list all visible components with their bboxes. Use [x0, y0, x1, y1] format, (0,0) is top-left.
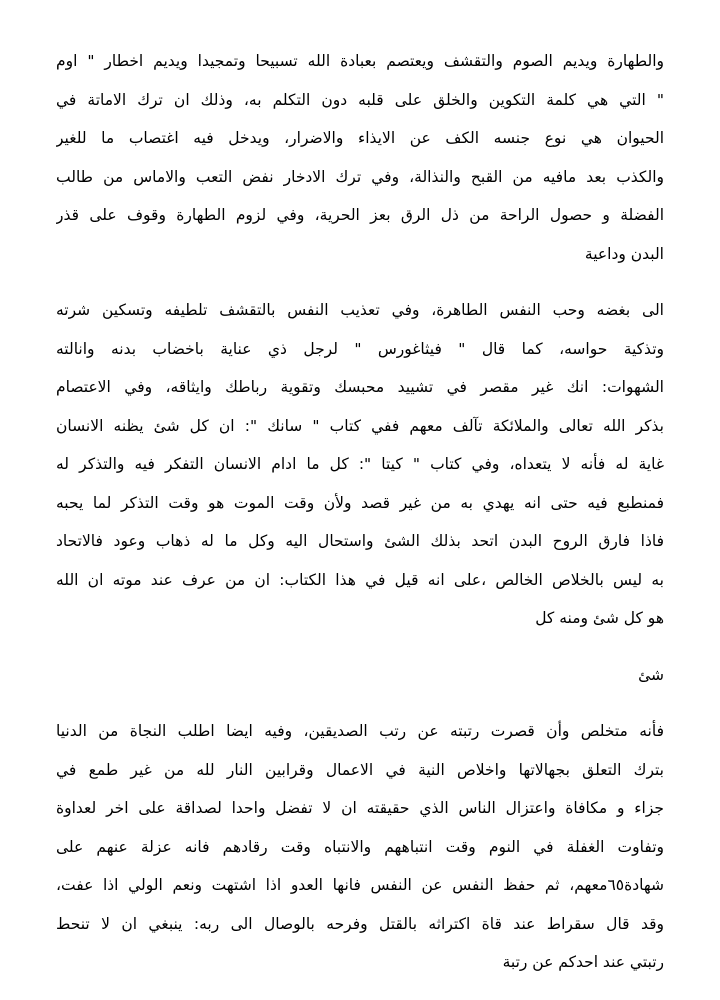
- paragraph-3: [56, 656, 664, 695]
- text-line: شهادة٦٥معهم، ثم حفظ النفس عن النفس فانها العدو اذا اشتهت ونعم الولي اذا عفت،: [56, 876, 664, 894]
- text-line: والكذب بعد مافيه من القبح والنذالة، وفي ترك الادخار نفض التعب والاماس من طالب: [56, 167, 664, 186]
- text-line: " التي هي كلمة التكوين والخلق على قلبه دون التكلم به، وذلك ان ترك الاماتة في: [56, 90, 664, 109]
- paragraph-1: [56, 42, 664, 273]
- text-line: غاية له فأنه لا يتعداه، وفي كتاب " كيتا ": كل ما ادام الانسان التفكر فيه والتذكر له: [56, 455, 664, 473]
- paragraph-spacer: [56, 273, 664, 291]
- paragraph-spacer: [56, 638, 664, 656]
- text-line: هو كل شئ ومنه كل: [535, 609, 664, 627]
- text-line: رتبتي عند احدكم عن رتبة: [502, 953, 664, 971]
- text-line: البدن وداعية: [584, 244, 664, 263]
- text-line: بذكر الله تعالى والملائكة تآلف معهم ففي كتاب " سانك ": ان كل شئ يظنه الانسان: [56, 416, 664, 435]
- paragraph-2: [56, 291, 664, 638]
- text-line: جزاء و مكافاة واعتزال الناس الذي حقيقته ان لا تفضل واحدا لصداقة على اخر لعداوة: [56, 799, 664, 817]
- text-line: وقد قال سقراط عند قاة اكتراثه بالقتل وفرحه بالوصال الى ربه: ينبغي ان لا تنحط: [56, 914, 664, 933]
- paragraph-4: [56, 712, 664, 982]
- text-line: بترك التعلق بجهالاتها واخلاص النية في الاعمال وقرابين النار لله من غير طمع في: [56, 760, 664, 779]
- paragraph-spacer: [56, 694, 664, 712]
- text-line: به ليس بالخلاص الخالص ،على انه قيل في هذا الكتاب: ان من عرف عند موته ان الله: [56, 570, 664, 589]
- text-line: وتفاوت الغفلة في النوم وقت انتباههم والانتباه وقت رقادهم فانه عزلة عنهم على: [56, 837, 664, 856]
- text-line: الحيوان هي نوع جنسه الكف عن الايذاء والاضرار، ويدخل فيه اغتصاب ما للغير: [56, 129, 664, 147]
- text-line: الفضلة و حصول الراحة من ذل الرق بعز الحرية، وفي لزوم الطهارة وقوف على قذر: [56, 206, 664, 224]
- text-line: والطهارة ويديم الصوم والتقشف ويعتصم بعبادة الله تسبيحا وتمجيدا ويديم اخطار " اوم: [56, 52, 664, 70]
- text-line: فاذا فارق الروح البدن اتحد بذلك الشئ واستحال اليه وكل ما له ذهاب وعود فالاتحاد: [56, 532, 664, 550]
- text-line: الشهوات: انك غير مقصر في تشييد محبسك وتقوية رباطك وايثاقه، وفي الاعتصام: [56, 378, 664, 396]
- text-line: فأنه متخلص وأن قصرت رتبته عن رتب الصديقين، وفيه ايضا اطلب النجاة من الدنيا: [56, 722, 664, 740]
- text-line: الى بغضه وحب النفس الطاهرة، وفي تعذيب النفس بالتقشف تلطيفه وتسكين شرته: [56, 301, 664, 319]
- text-line: فمنطبع فيه حتى انه يهدي به من غير قصد ولأن وقت الموت هو وقت التذكر لما يحبه: [56, 493, 664, 512]
- text-line: شئ: [638, 665, 664, 684]
- text-line: وتذكية حواسه، كما قال " فيثاغورس " لرجل ذي عناية باخضاب بدنه وانالته: [56, 339, 664, 358]
